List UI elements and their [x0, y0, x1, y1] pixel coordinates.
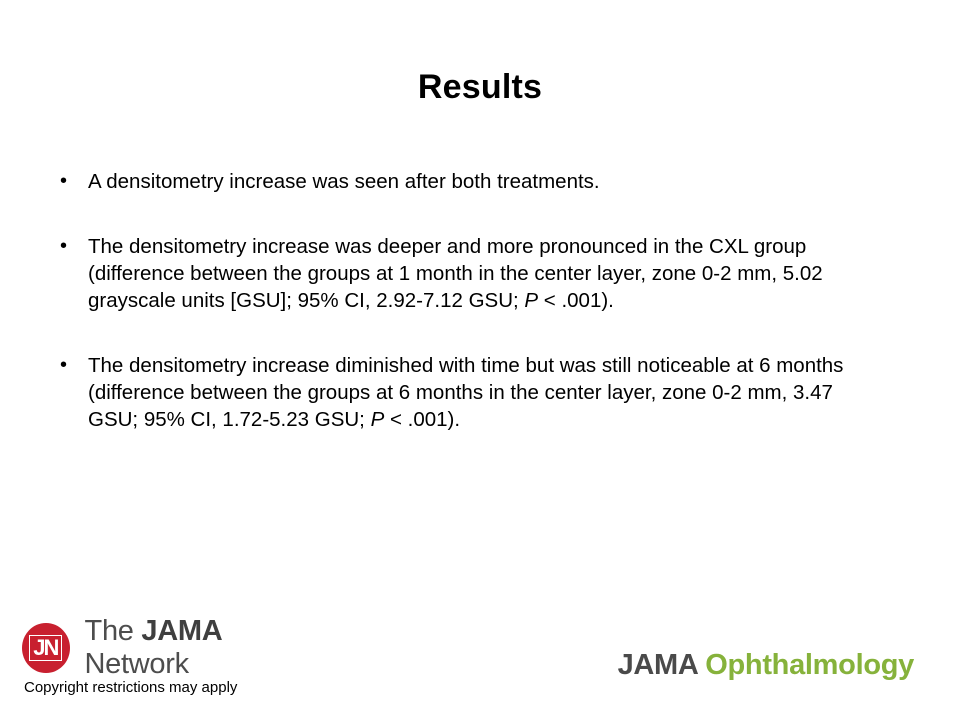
- bullet-item: [60, 168, 872, 195]
- jn-logo-mark: JN: [29, 635, 62, 661]
- jama-network-logo: [22, 615, 322, 680]
- slide-title: Results: [417, 68, 543, 106]
- network-jama: JAMA: [141, 615, 223, 647]
- bullet-item: [60, 352, 872, 433]
- bullet-item: [60, 233, 872, 314]
- bullet-list: [60, 168, 872, 471]
- bullet-text-end: < .001).: [384, 408, 461, 431]
- bullet-dot: •: [60, 170, 68, 192]
- bullet-text: The densitometry increase was deeper and more pronounced in the CXL group (difference between the groups at 1 month in the center layer, zone 0-2 mm, 5.02 grayscale units [GSU]; 95% CI, 2.92-7.12 GSU;: [88, 235, 823, 312]
- bullet-text-end: < .001).: [538, 289, 614, 312]
- jn-logo-icon: [22, 623, 70, 673]
- network-the: The: [84, 615, 142, 647]
- p-value-symbol: P: [524, 289, 539, 312]
- journal-jama: JAMA: [617, 649, 706, 681]
- bullet-dot: •: [60, 235, 68, 257]
- journal-ophthalmology: Ophthalmology: [705, 649, 914, 681]
- bullet-dot: •: [60, 354, 68, 376]
- journal-logo: [618, 649, 914, 682]
- p-value-symbol: P: [370, 408, 385, 431]
- bullet-text: The densitometry increase diminished with time but was still noticeable at 6 months (difference between the groups at 6 months in the center layer, zone 0-2 mm, 3.47 GSU; 95% CI, 1.72-5.23 GSU;: [88, 354, 844, 431]
- network-name: Network: [84, 648, 189, 680]
- copyright-notice: Copyright restrictions may apply: [24, 679, 238, 696]
- bullet-text: A densitometry increase was seen after both treatments.: [88, 170, 600, 193]
- jama-network-wordmark: [85, 615, 322, 681]
